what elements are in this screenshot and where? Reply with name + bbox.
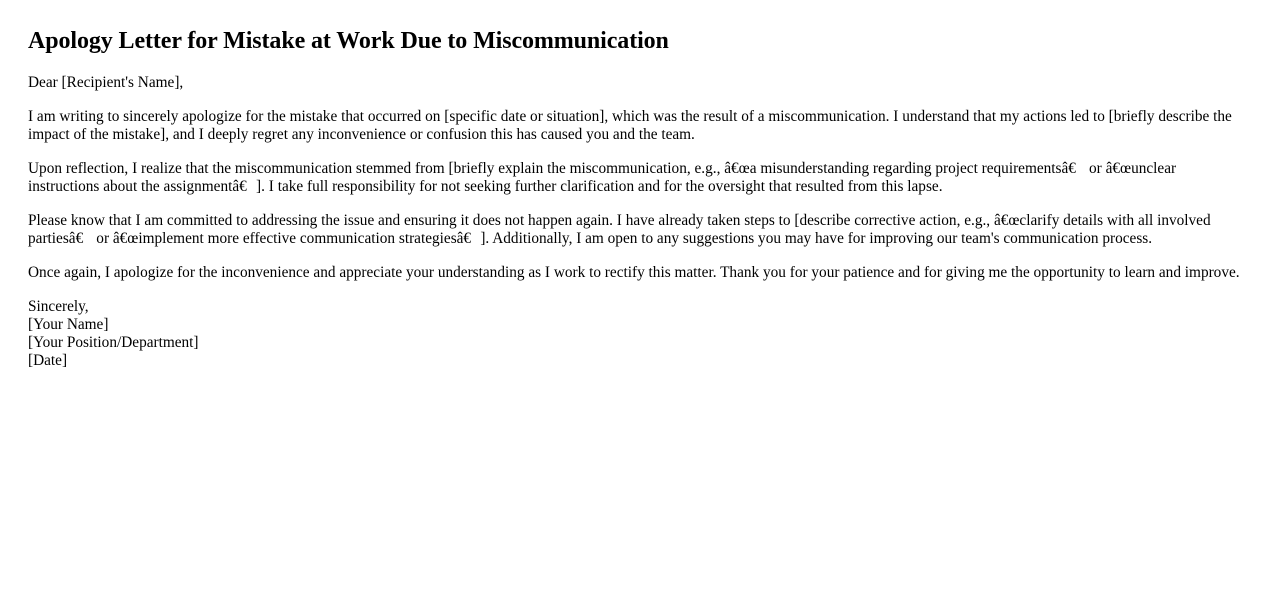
- signature-name: [Your Name]: [28, 316, 109, 333]
- signature-position: [Your Position/Department]: [28, 334, 199, 351]
- body-paragraph-2: Upon reflection, I realize that the miscommunication stemmed from [briefly explain the miscommunication, e.g., â€œa misunderstanding regarding project requirementsâ€ or â€œunclear instructions about the assignmentâ€]. I take full responsibility for not seeking further clarification and for the oversight that resulted from this lapse.: [28, 160, 1177, 195]
- signature-date: [Date]: [28, 352, 68, 369]
- closing: Sincerely,: [28, 298, 89, 315]
- body-paragraph-1: I am writing to sincerely apologize for the mistake that occurred on [specific date or situation], which was the result of a miscommunication. I understand that my actions led to [briefly describe the impact of the mistake], and I deeply regret any inconvenience or confusion this has caused you and the team.: [28, 108, 1232, 143]
- body-paragraph-3: Please know that I am committed to addressing the issue and ensuring it does not happen again. I have already taken steps to [describe corrective action, e.g., â€œclarify details with all involved partiesâ€ or â€œimplement more effective communication strategiesâ€]. Additionally, I am open to any suggestions you may have for improving our team's communication process.: [28, 212, 1211, 247]
- body-paragraph-4: Once again, I apologize for the inconvenience and appreciate your understanding as I work to rectify this matter. Thank you for your patience and for giving me the opportunity to learn and improve.: [28, 264, 1240, 281]
- signature-block: [28, 298, 1250, 370]
- salutation: Dear [Recipient's Name],: [28, 74, 184, 91]
- page-title: Apology Letter for Mistake at Work Due to Miscommunication: [28, 28, 669, 54]
